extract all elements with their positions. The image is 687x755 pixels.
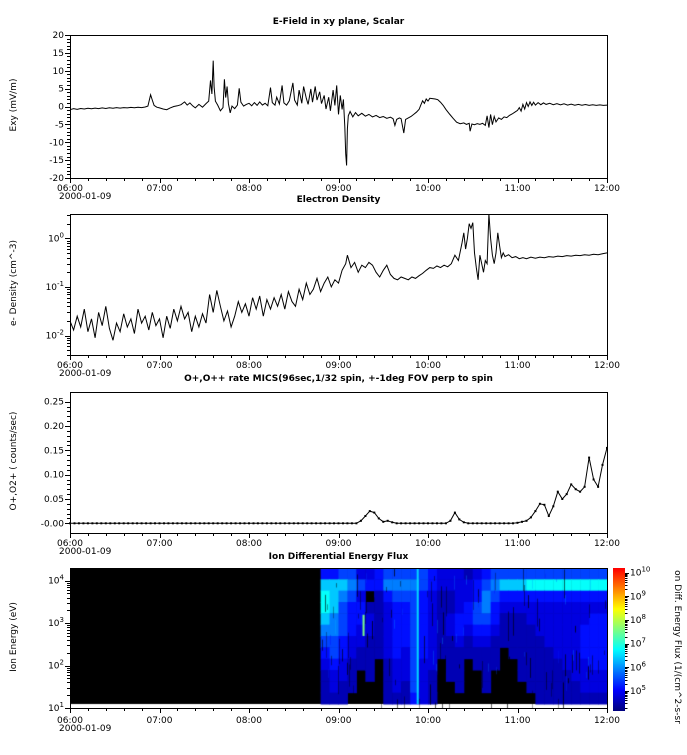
density-y-axis-label: e- Density (cm^-3) [9, 240, 19, 326]
mics-marker [235, 522, 237, 524]
mics-marker [548, 515, 550, 517]
mics-marker [561, 498, 563, 500]
mics-marker [454, 512, 456, 514]
mics-marker [440, 522, 442, 524]
y-tick-label: -20 [49, 174, 64, 184]
mics-marker [400, 522, 402, 524]
mics-marker [185, 522, 187, 524]
mics-marker [543, 504, 545, 506]
mics-marker [230, 522, 232, 524]
mics-marker [261, 522, 263, 524]
mics-marker [378, 517, 380, 519]
mics-marker [279, 522, 281, 524]
x-tick-label: 06:00 [57, 361, 83, 371]
mics-marker [293, 522, 295, 524]
mics-marker [212, 522, 214, 524]
mics-marker [360, 520, 362, 522]
mics-marker [463, 521, 465, 523]
mics-marker [324, 522, 326, 524]
mics-marker [127, 522, 129, 524]
mics-marker [253, 522, 255, 524]
mics-marker [306, 522, 308, 524]
mics-marker [575, 488, 577, 490]
mics-marker [552, 505, 554, 507]
mics-marker [320, 522, 322, 524]
mics-marker [570, 483, 572, 485]
panel-efield-title: E-Field in xy plane, Scalar [272, 17, 405, 27]
log-tick-label: $10^4$ [48, 573, 64, 587]
log-tick-label: $10^{-1}$ [45, 279, 64, 293]
mics-marker [288, 522, 290, 524]
mics-marker [387, 520, 389, 522]
log-tick-label: $10^2$ [48, 658, 64, 672]
mics-marker [150, 522, 152, 524]
mics-marker [521, 521, 523, 523]
x-tick-label: 11:00 [504, 361, 531, 371]
x-tick-label: 06:00 [57, 716, 83, 726]
mics-marker [346, 522, 348, 524]
mics-marker [539, 503, 541, 505]
mics-marker [494, 522, 496, 524]
mics-marker [82, 522, 84, 524]
panel-frame [71, 569, 608, 709]
x-tick-label: 08:00 [236, 361, 262, 371]
mics-marker [333, 522, 335, 524]
mics-marker [123, 522, 125, 524]
mics-marker [588, 457, 590, 459]
mics-marker [244, 522, 246, 524]
mics-marker [194, 522, 196, 524]
x-tick-label: 07:00 [146, 184, 173, 194]
mics-marker [100, 522, 102, 524]
x-tick-label: 07:00 [146, 539, 173, 549]
date-label-2: 2000-01-09 [59, 369, 112, 379]
colorbar-tick-label: $10^{10}$ [630, 565, 651, 579]
mics-marker [114, 522, 116, 524]
ionflux-y-axis-label: Ion Energy (eV) [9, 602, 19, 672]
mics-marker [351, 522, 353, 524]
mics-marker [181, 522, 183, 524]
colorbar-tick-label: $10^8$ [630, 613, 646, 627]
mics-marker [458, 518, 460, 520]
mics-marker [118, 522, 120, 524]
mics-marker [449, 520, 451, 522]
mics-marker [159, 522, 161, 524]
x-tick-label: 10:00 [415, 361, 441, 371]
mics-marker [485, 522, 487, 524]
log-tick-label: $10^0$ [48, 231, 64, 245]
efield-y-axis-label: Exy (mV/m) [9, 78, 19, 132]
y-tick-label: 0.05 [43, 494, 64, 505]
panel-frame [71, 215, 608, 356]
colorbar-label: on Diff. Energy Flux (1/(cm^2-s-sr [672, 570, 682, 724]
mics-marker [275, 522, 277, 524]
x-tick-label: 07:00 [146, 716, 173, 726]
x-tick-label: 09:00 [325, 539, 352, 549]
y-tick-label: 0.25 [43, 397, 64, 408]
mics-marker [208, 522, 210, 524]
mics-marker [481, 522, 483, 524]
mics-marker [530, 516, 532, 518]
y-tick-label: 15 [52, 48, 64, 59]
mics-marker [221, 522, 223, 524]
colorbar-tick-label: $10^6$ [630, 660, 646, 674]
mics-marker [517, 522, 519, 524]
y-tick-label: -15 [49, 156, 64, 167]
mics-marker [74, 522, 76, 524]
mics-marker [311, 522, 313, 524]
x-tick-label: 11:00 [504, 184, 531, 194]
mics-marker [78, 522, 80, 524]
mics-marker [163, 522, 165, 524]
mics-marker [405, 522, 407, 524]
date-label-4: 2000-01-09 [59, 724, 112, 734]
mics-marker [597, 486, 599, 488]
mics-marker [364, 515, 366, 517]
x-tick-label: 09:00 [325, 361, 352, 371]
mics-marker [132, 522, 134, 524]
y-tick-label: -10 [49, 138, 64, 149]
mics-marker [409, 522, 411, 524]
colorbar-tick-label: $10^5$ [630, 684, 646, 698]
mics-marker [606, 447, 608, 449]
x-tick-label: 10:00 [415, 539, 441, 549]
mics-marker [257, 522, 259, 524]
mics-marker [490, 522, 492, 524]
mics-marker [297, 522, 299, 524]
x-tick-label: 12:00 [594, 539, 620, 549]
mics-marker [418, 522, 420, 524]
log-tick-label: $10^1$ [48, 701, 64, 714]
mics-marker [167, 522, 169, 524]
panel-density-title: Electron Density [296, 195, 381, 205]
mics-marker [109, 522, 111, 524]
x-tick-label: 08:00 [236, 716, 262, 726]
panel-frame [71, 393, 608, 534]
mics-marker [579, 491, 581, 493]
mics-marker [503, 522, 505, 524]
mics-marker [557, 491, 559, 493]
mics-marker [217, 522, 219, 524]
colorbar-tick-label: $10^7$ [630, 636, 646, 650]
date-label-1: 2000-01-09 [59, 192, 112, 202]
mics-marker [284, 522, 286, 524]
mics-marker [427, 522, 429, 524]
y-tick-label: 0 [58, 102, 64, 113]
mics-marker [203, 522, 205, 524]
mics-marker [105, 522, 107, 524]
mics-marker [266, 522, 268, 524]
mics-marker [396, 522, 398, 524]
mics-marker [199, 522, 201, 524]
mics-marker [467, 522, 469, 524]
x-tick-label: 06:00 [57, 184, 83, 194]
mics-marker [172, 522, 174, 524]
log-tick-label: $10^3$ [48, 616, 64, 630]
mics-marker [190, 522, 192, 524]
mics-marker [270, 522, 272, 524]
x-tick-label: 06:00 [57, 539, 83, 549]
mics-marker [445, 522, 447, 524]
mics-marker [508, 522, 510, 524]
y-tick-label: 20 [52, 31, 64, 41]
mics-marker [472, 522, 474, 524]
mics-marker [338, 522, 340, 524]
mics-marker [593, 479, 595, 481]
x-tick-label: 07:00 [146, 361, 173, 371]
colorbar-tick-label: $10^9$ [630, 589, 646, 603]
x-tick-label: 11:00 [504, 539, 531, 549]
mics-marker [432, 522, 434, 524]
y-tick-label: 5 [58, 84, 64, 95]
x-tick-label: 08:00 [236, 184, 262, 194]
mics-marker [566, 493, 568, 495]
x-tick-label: 08:00 [236, 539, 262, 549]
mics-marker [248, 522, 250, 524]
mics-marker [355, 522, 357, 524]
mics-marker [414, 522, 416, 524]
mics-marker [136, 522, 138, 524]
mics-marker [96, 522, 98, 524]
x-tick-label: 11:00 [504, 716, 531, 726]
mics-marker [436, 522, 438, 524]
x-tick-label: 12:00 [594, 184, 620, 194]
mics-marker [302, 522, 304, 524]
mics-marker [239, 522, 241, 524]
mics-marker [534, 510, 536, 512]
y-tick-label: 0.15 [43, 446, 64, 457]
x-tick-label: 10:00 [415, 716, 441, 726]
x-tick-label: 09:00 [325, 184, 352, 194]
mics-marker [423, 522, 425, 524]
efield-curve [70, 61, 607, 166]
density-curve [70, 214, 607, 341]
panel-ionflux-title: Ion Differential Energy Flux [268, 552, 409, 562]
mics-marker [141, 522, 143, 524]
x-tick-label: 10:00 [415, 184, 441, 194]
log-tick-label: $10^{-2}$ [45, 328, 64, 342]
y-tick-label: -5 [55, 120, 64, 131]
date-label-3: 2000-01-09 [59, 547, 112, 557]
mics-marker [315, 522, 317, 524]
y-tick-label: 0.20 [43, 422, 64, 433]
mics-marker [499, 522, 501, 524]
mics-y-axis-label: O+,O2+ ( counts/sec) [9, 411, 19, 511]
mics-marker [145, 522, 147, 524]
mics-marker [226, 522, 228, 524]
mics-marker [512, 522, 514, 524]
mics-marker [476, 522, 478, 524]
mics-marker [91, 522, 93, 524]
mics-marker [391, 521, 393, 523]
y-tick-label: 10 [52, 66, 64, 77]
x-tick-label: 12:00 [594, 716, 620, 726]
x-tick-label: 12:00 [594, 361, 620, 371]
panel-mics-title: O+,O++ rate MICS(96sec,1/32 spin, +-1deg FOV perp to spin [184, 374, 493, 384]
mics-marker [87, 522, 89, 524]
y-tick-label: 0.10 [43, 470, 64, 481]
mics-marker [382, 521, 384, 523]
mics-marker [373, 512, 375, 514]
mics-curve [70, 448, 607, 523]
mics-marker [584, 486, 586, 488]
y-tick-label: -0.00 [40, 519, 64, 530]
mics-marker [69, 522, 71, 524]
mics-marker [176, 522, 178, 524]
mics-marker [526, 520, 528, 522]
x-tick-label: 09:00 [325, 716, 352, 726]
mics-marker [602, 464, 604, 466]
mics-marker [154, 522, 156, 524]
mics-marker [329, 522, 331, 524]
mics-marker [342, 522, 344, 524]
mics-marker [369, 510, 371, 512]
